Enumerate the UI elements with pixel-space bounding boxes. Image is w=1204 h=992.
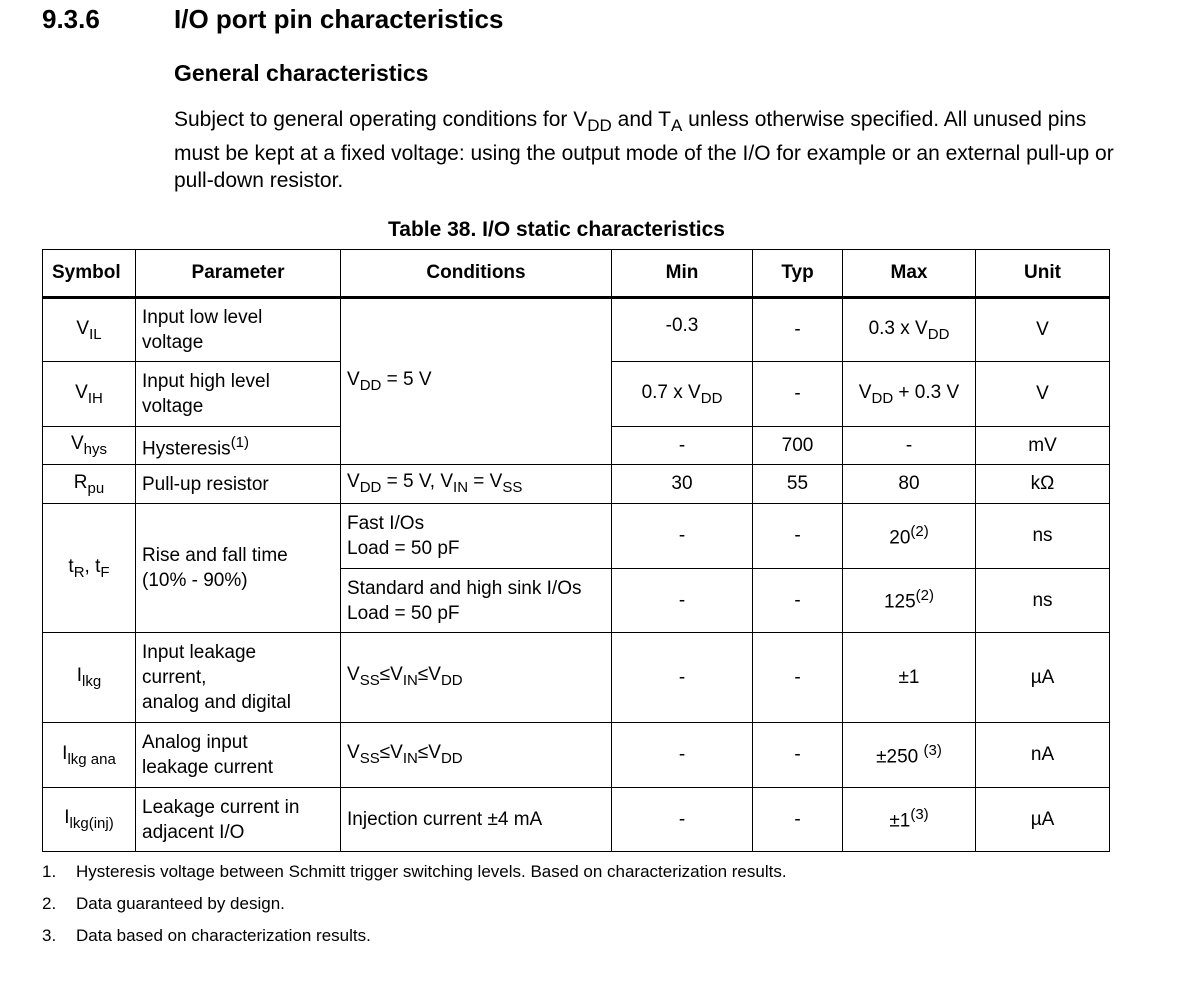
min-cell: -	[612, 569, 753, 633]
section-title: I/O port pin characteristics	[174, 4, 504, 34]
parameter-cell: Analog input leakage current	[136, 723, 341, 788]
unit-cell: mV	[976, 427, 1110, 465]
max-cell: ±1	[843, 633, 976, 723]
intro-text: Subject to general operating conditions for V	[174, 108, 588, 131]
table-row	[43, 788, 1110, 852]
symbol-cell: $I_{lkg ana}$	[43, 723, 136, 788]
unit-cell: µA	[976, 633, 1110, 723]
unit-cell: kΩ	[976, 465, 1110, 504]
header-min: Min	[612, 250, 753, 298]
typ-cell: -	[753, 504, 843, 569]
symbol-cell: $V_{hys}$	[43, 427, 136, 465]
footnote-number: 3.	[42, 926, 57, 945]
parameter-cell: Leakage current in adjacent I/O	[136, 788, 341, 852]
unit-cell: ns	[976, 504, 1110, 569]
min-cell: 30	[612, 465, 753, 504]
min-cell: -	[612, 504, 753, 569]
typ-cell: -	[753, 788, 843, 852]
parameter-cell: Input high level voltage	[136, 362, 341, 427]
typ-cell: -	[753, 633, 843, 723]
symbol-cell: $V_{IH}$	[43, 362, 136, 427]
footnote-item	[42, 926, 787, 958]
header-max: Max	[843, 250, 976, 298]
min-cell: 0.7 x $V_{DD}$	[612, 362, 753, 427]
footnote-item	[42, 862, 787, 894]
footnote-text: Data based on characterization results.	[76, 926, 371, 945]
symbol-cell: $I_{lkg(inj)}$	[43, 788, 136, 852]
unit-cell: V	[976, 298, 1110, 362]
min-cell: -	[612, 723, 753, 788]
header-symbol: Symbol	[43, 250, 136, 298]
header-typ: Typ	[753, 250, 843, 298]
max-cell: $V_{DD} + 0.3$ V	[843, 362, 976, 427]
typ-cell: -	[753, 569, 843, 633]
max-cell: 125$^{(2)}$	[843, 569, 976, 633]
table-caption: Table 38. I/O static characteristics	[388, 218, 725, 241]
conditions-cell: $V_{DD} = 5$ V	[341, 298, 612, 465]
min-cell: -	[612, 633, 753, 723]
conditions-cell: Standard and high sink I/Os Load = 50 pF	[341, 569, 612, 633]
typ-cell: 700	[753, 427, 843, 465]
intro-paragraph	[174, 106, 1134, 195]
parameter-cell: Rise and fall time (10% - 90%)	[136, 504, 341, 633]
max-cell: 0.3 x $V_{DD}$	[843, 298, 976, 362]
table-row	[43, 723, 1110, 788]
conditions-cell: $V_{DD} = 5$ V, $V_{IN} = V_{SS}$	[341, 465, 612, 504]
symbol-cell: $R_{pu}$	[43, 465, 136, 504]
conditions-cell: $V_{SS}\le V_{IN}\le V_{DD}$	[341, 633, 612, 723]
header-unit: Unit	[976, 250, 1110, 298]
unit-cell: nA	[976, 723, 1110, 788]
intro-text: and T	[611, 108, 671, 131]
footnote-number: 2.	[42, 894, 57, 913]
typ-cell: -	[753, 362, 843, 427]
typ-cell: -	[753, 723, 843, 788]
intro-subscript: A	[670, 116, 683, 136]
parameter-cell: Input leakage current, analog and digital	[136, 633, 341, 723]
unit-cell: V	[976, 362, 1110, 427]
parameter-cell: Pull-up resistor	[136, 465, 341, 504]
header-parameter: Parameter	[136, 250, 341, 298]
table-row	[43, 504, 1110, 569]
max-cell: 20$^{(2)}$	[843, 504, 976, 569]
footnote-number: 1.	[42, 862, 57, 881]
symbol-cell: $V_{IL}$	[43, 298, 136, 362]
io-static-characteristics-table	[42, 249, 1110, 852]
min-cell: -	[612, 427, 753, 465]
symbol-cell: $I_{lkg}$	[43, 633, 136, 723]
conditions-cell: Fast I/Os Load = 50 pF	[341, 504, 612, 569]
table-header-row	[43, 250, 1110, 298]
subheading: General characteristics	[174, 60, 429, 86]
footnote-text: Data guaranteed by design.	[76, 894, 285, 913]
section-number: 9.3.6	[42, 4, 100, 34]
max-cell: -	[843, 427, 976, 465]
symbol-cell: $t_R$, $t_F$	[43, 504, 136, 633]
min-cell: -	[612, 788, 753, 852]
table-row	[43, 298, 1110, 362]
typ-cell: 55	[753, 465, 843, 504]
unit-cell: ns	[976, 569, 1110, 633]
intro-subscript: DD	[587, 116, 612, 136]
unit-cell: µA	[976, 788, 1110, 852]
max-cell: $\pm 1^{(3)}$	[843, 788, 976, 852]
max-cell: ±250 $^{(3)}$	[843, 723, 976, 788]
intro-text: unless otherwise specified. All unused pins must be kept at a fixed voltage: using the output mode of the I/O for example or an external pull-up or pull-down resistor.	[174, 108, 1114, 193]
parameter-cell: Input low level voltage	[136, 298, 341, 362]
parameter-cell: Hysteresis$^{(1)}$	[136, 427, 341, 465]
table-row	[43, 633, 1110, 723]
table-row	[43, 465, 1110, 504]
max-cell: 80	[843, 465, 976, 504]
header-conditions: Conditions	[341, 250, 612, 298]
footnotes	[42, 862, 787, 958]
footnote-item	[42, 894, 787, 926]
conditions-cell: Injection current ±4 mA	[341, 788, 612, 852]
min-cell: -0.3	[612, 298, 753, 362]
typ-cell: -	[753, 298, 843, 362]
conditions-cell: $V_{SS}\le V_{IN}\le V_{DD}$	[341, 723, 612, 788]
footnote-text: Hysteresis voltage between Schmitt trigger switching levels. Based on characterization results.	[76, 862, 787, 881]
